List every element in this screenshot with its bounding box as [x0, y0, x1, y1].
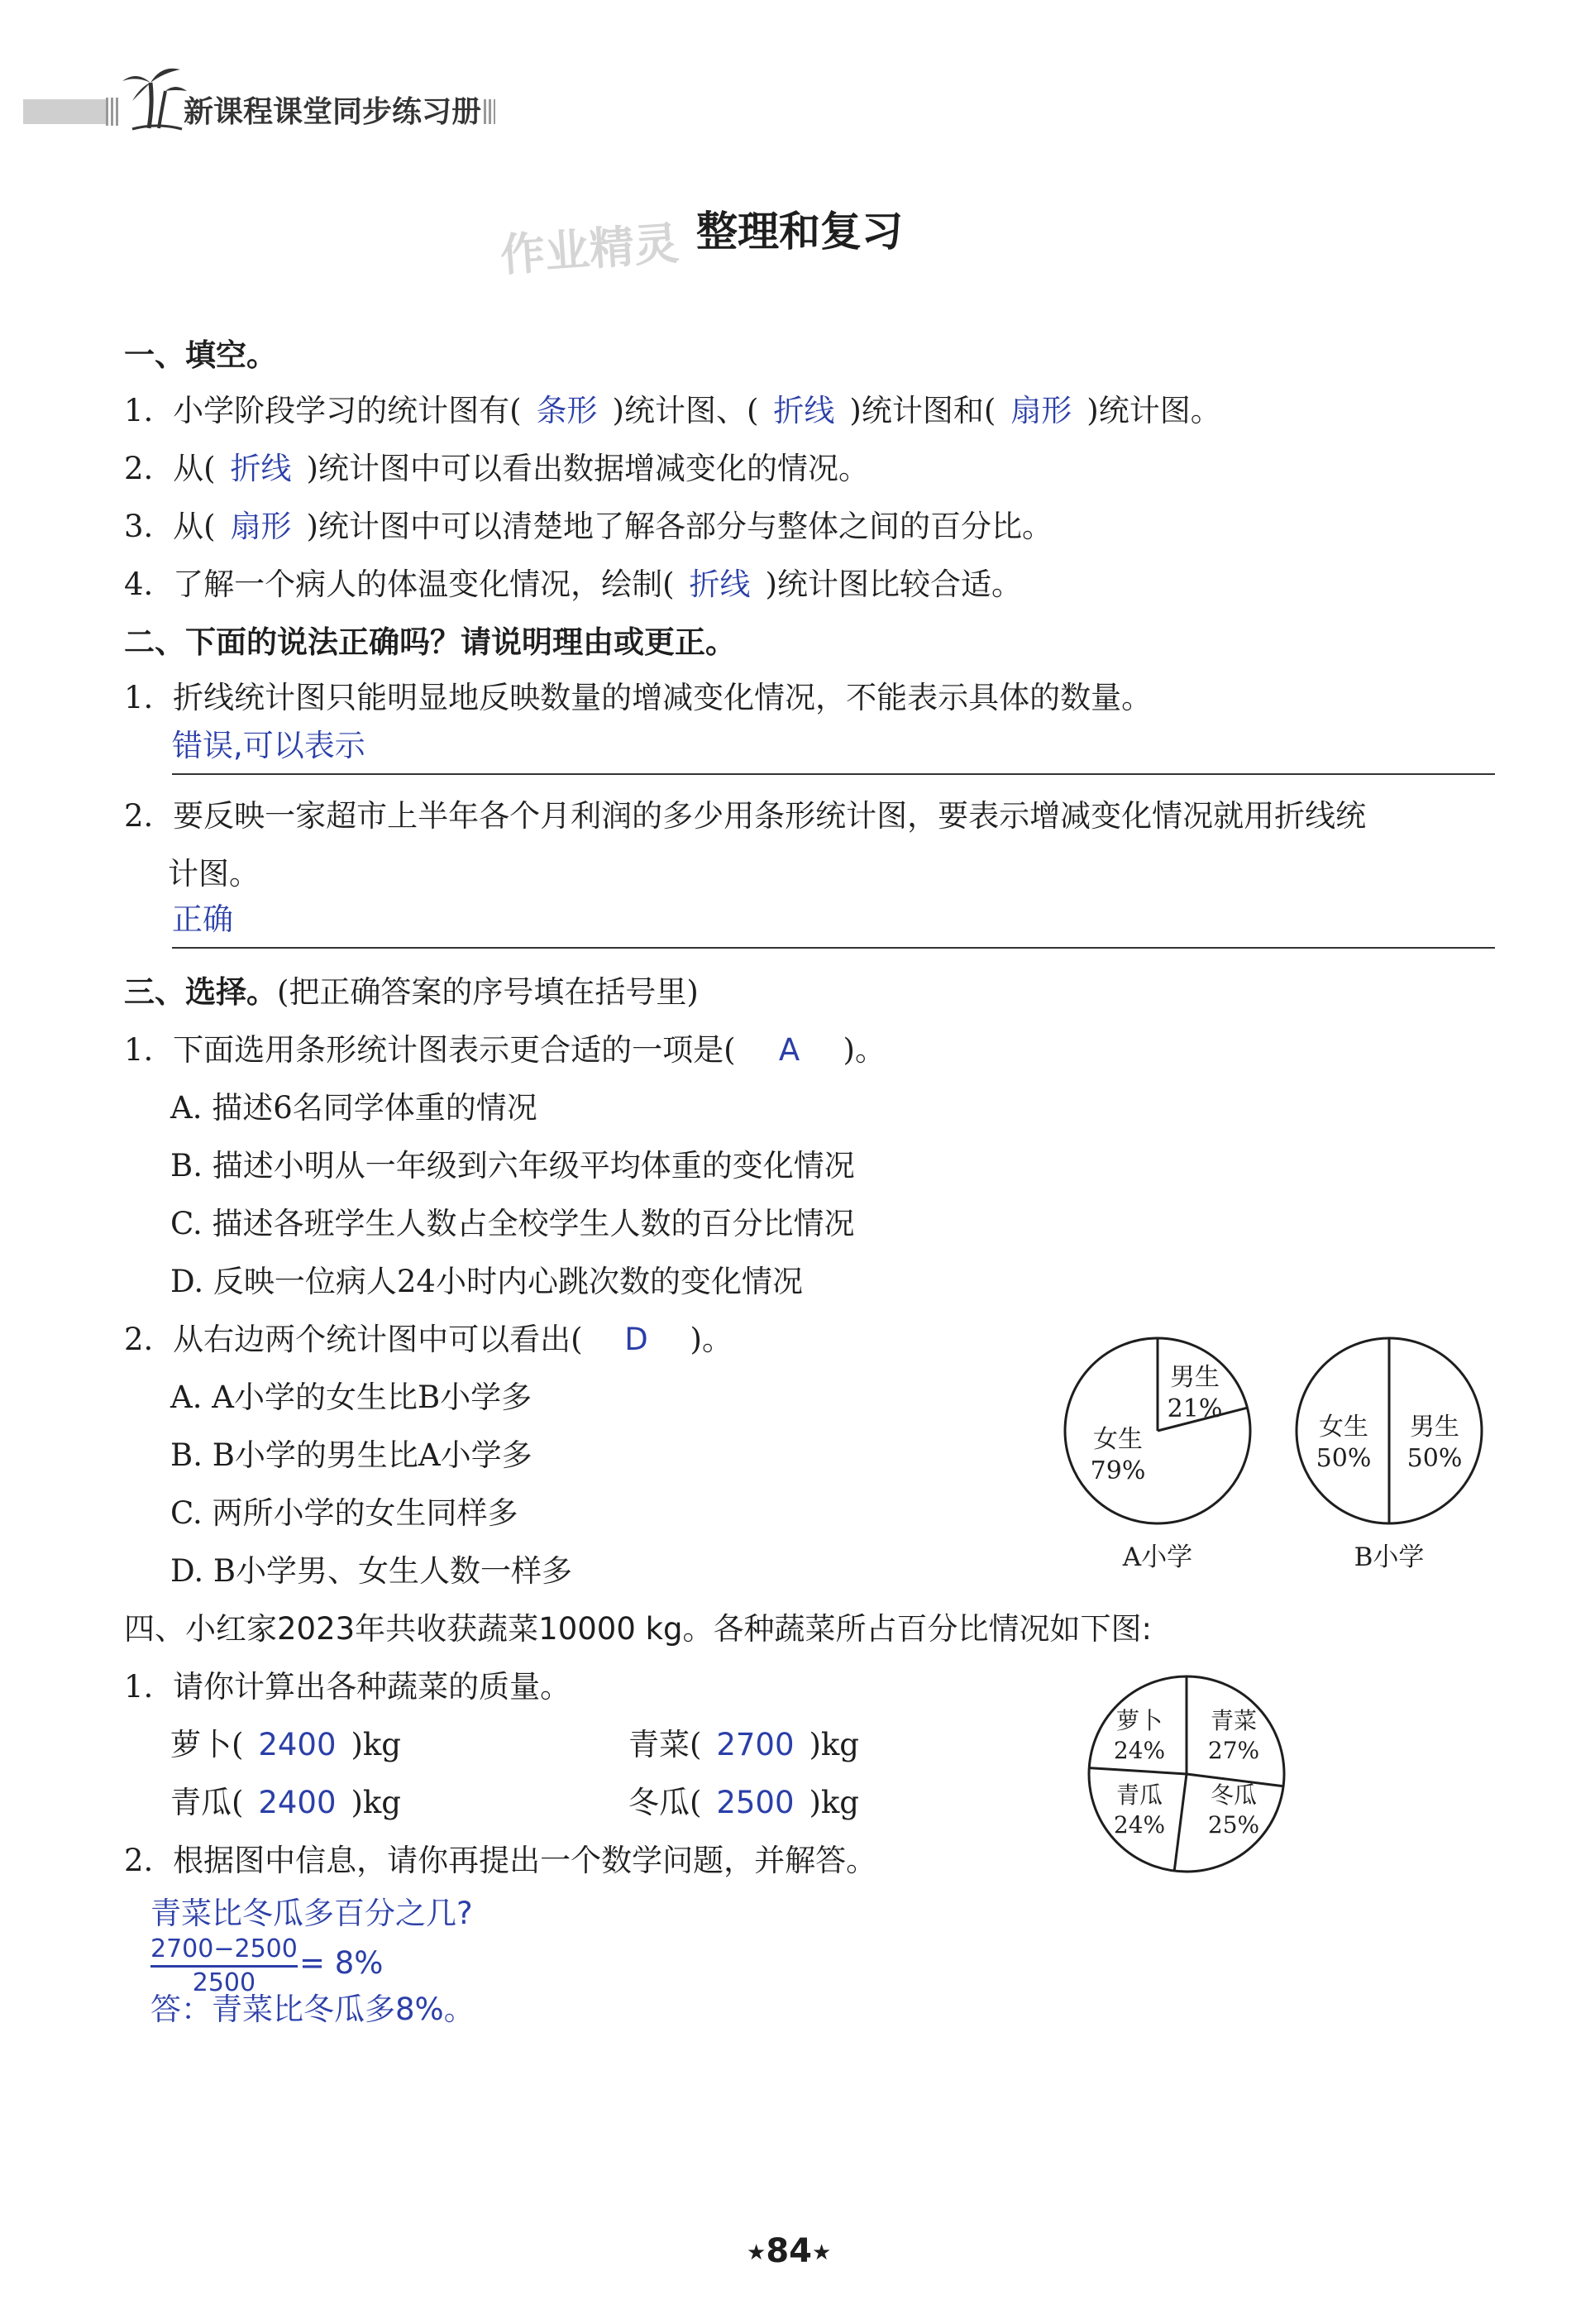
q-text: )。	[690, 1322, 733, 1357]
q-text: 根据图中信息，请你再提出一个数学问题，并解答。	[173, 1843, 877, 1878]
q-text: 下面选用条形统计图表示更合适的一项是(	[173, 1032, 736, 1068]
s3-q1-option[interactable]: D. 反映一位病人24小时内心跳次数的变化情况	[170, 1264, 803, 1299]
q-text: 要反映一家超市上半年各个月利润的多少用条形统计图，要表示增减变化情况就用折线统	[173, 798, 1367, 834]
pie-b-slices	[1297, 1338, 1482, 1523]
s1-q2	[124, 451, 869, 487]
veg-item-cucumber	[170, 1785, 401, 1821]
section-3-title	[124, 974, 699, 1011]
veg-unit: )kg	[809, 1785, 859, 1820]
q-text: 请你计算出各种蔬菜的质量。	[173, 1669, 571, 1705]
pie-slice-value: 21%	[1167, 1394, 1223, 1423]
header-bar	[23, 99, 106, 124]
s3-q2-option[interactable]: B. B小学的男生比A小学多	[170, 1437, 532, 1473]
s1-q3	[124, 509, 1053, 545]
q-text: 了解一个病人的体温变化情况，绘制(	[173, 567, 675, 602]
s3-q2	[124, 1322, 733, 1358]
veg-unit: )kg	[809, 1727, 859, 1762]
pie-slice-label: 女生	[1319, 1413, 1368, 1442]
answer-blank[interactable]: D	[624, 1322, 648, 1357]
fraction	[150, 1935, 298, 1997]
s2-q2-line2: 计图。	[168, 856, 260, 892]
q-text: )统计图中可以清楚地了解各部分与整体之间的百分比。	[306, 509, 1053, 544]
pie-slice-label: 冬瓜	[1210, 1781, 1258, 1809]
fraction-denominator: 2500	[192, 1968, 256, 1997]
answer-blank[interactable]: A	[778, 1032, 800, 1068]
watermark: 作业精灵	[499, 217, 681, 282]
pie-slice-label: 青菜	[1210, 1707, 1258, 1734]
s3-q1	[124, 1032, 886, 1069]
q-text: 折线统计图只能明显地反映数量的增减变化情况，不能表示具体的数量。	[173, 680, 1153, 715]
q-number: 2.	[124, 451, 154, 486]
page-number	[747, 2231, 831, 2273]
s3-q2-option[interactable]: D. B小学男、女生人数一样多	[170, 1553, 573, 1589]
pie-slice-label: 萝卜	[1115, 1707, 1163, 1734]
answer-line	[172, 773, 1495, 775]
s3-q1-option[interactable]: A. 描述6名同学体重的情况	[170, 1090, 537, 1126]
s2-q1-answer[interactable]: 错误,可以表示	[172, 728, 365, 763]
s2-q1	[124, 680, 1152, 716]
section-3-note: (把正确答案的序号填在括号里)	[277, 974, 699, 1010]
pie-slice-value: 24%	[1113, 1811, 1166, 1839]
q-number: 2.	[124, 798, 154, 834]
answer-blank[interactable]: 折线	[773, 393, 835, 428]
q-text: 从右边两个统计图中可以看出(	[173, 1322, 583, 1357]
fraction-bar	[150, 1965, 298, 1968]
s3-q2-option[interactable]: A. A小学的女生比B小学多	[170, 1380, 532, 1415]
pie-slice-value: 79%	[1090, 1456, 1146, 1485]
s2-q2-line1	[124, 798, 1366, 834]
section-2-title: 二、下面的说法正确吗？请说明理由或更正。	[124, 624, 736, 660]
star-icon: ★	[747, 2240, 767, 2265]
answer-blank[interactable]: 折线	[230, 451, 292, 486]
s2-q2-answer[interactable]: 正确	[172, 901, 233, 937]
s4-q2-question[interactable]: 青菜比冬瓜多百分之几?	[150, 1896, 473, 1931]
answer-blank[interactable]: 2700	[716, 1727, 795, 1762]
pie-slice-value: 50%	[1316, 1444, 1372, 1473]
pie-b-caption: B小学	[1354, 1542, 1425, 1572]
s4-q1	[124, 1669, 571, 1705]
veg-item-greens	[628, 1727, 859, 1763]
s1-q1	[124, 393, 1221, 429]
pie-chart-vegetables	[1083, 1671, 1290, 1877]
book-title: 新课程课堂同步练习册	[184, 95, 482, 129]
q-number: 1.	[124, 1032, 154, 1068]
pie-slice-label: 男生	[1170, 1363, 1220, 1392]
palm-tree-icon	[116, 58, 190, 132]
q-text: )统计图和(	[849, 393, 996, 428]
answer-line	[172, 947, 1495, 949]
q-text: 从(	[173, 509, 216, 544]
answer-blank[interactable]: 扇形	[1010, 393, 1072, 428]
page-title: 整理和复习	[696, 208, 903, 256]
q-text: 从(	[173, 451, 216, 486]
pie-slice-value: 50%	[1406, 1444, 1463, 1473]
s4-q2	[124, 1843, 876, 1879]
pie-slice-1	[1089, 1768, 1187, 1774]
fraction-numerator: 2700−2500	[150, 1934, 298, 1963]
pie-a-caption: A小学	[1122, 1542, 1193, 1572]
pie-slice-label: 青瓜	[1115, 1781, 1163, 1809]
q-number: 2.	[124, 1322, 154, 1357]
q-text: )统计图比较合适。	[765, 567, 1022, 602]
q-number: 1.	[124, 393, 154, 428]
q-text: )统计图、(	[612, 393, 759, 428]
veg-label: 青瓜(	[170, 1785, 244, 1820]
veg-unit: )kg	[351, 1785, 401, 1820]
pie-chart-a-school	[1058, 1336, 1257, 1584]
veg-unit: )kg	[351, 1727, 401, 1762]
answer-blank[interactable]: 2500	[716, 1785, 795, 1820]
veg-label: 青菜(	[628, 1727, 702, 1762]
answer-blank[interactable]: 折线	[689, 567, 751, 602]
veg-item-wintermelon	[628, 1785, 859, 1821]
section-3-heading: 三、选择。	[124, 974, 277, 1010]
section-4-title: 四、小红家2023年共收获蔬菜10000 kg。各种蔬菜所占百分比情况如下图:	[124, 1611, 1153, 1647]
q-text: )统计图。	[1086, 393, 1221, 428]
pie-slice-3	[1174, 1774, 1187, 1871]
veg-item-radish	[170, 1727, 401, 1763]
answer-blank[interactable]: 扇形	[230, 509, 292, 544]
s1-q4	[124, 567, 1022, 603]
q-number: 1.	[124, 1669, 154, 1705]
section-1-title: 一、填空。	[124, 337, 277, 373]
header-stripes-right	[484, 99, 495, 124]
page-number-text: 84	[766, 2232, 812, 2270]
s3-q1-option[interactable]: C. 描述各班学生人数占全校学生人数的百分比情况	[170, 1206, 855, 1241]
pie-slice-value: 27%	[1207, 1737, 1260, 1764]
q-number: 2.	[124, 1843, 154, 1878]
q-number: 1.	[124, 680, 154, 715]
veg-label: 冬瓜(	[628, 1785, 702, 1820]
pie-veg-slices	[1089, 1676, 1284, 1872]
veg-label: 萝卜(	[170, 1727, 244, 1762]
pie-chart-b-school	[1290, 1336, 1488, 1584]
q-number: 4.	[124, 567, 154, 602]
s3-q2-option[interactable]: C. 两所小学的女生同样多	[170, 1495, 518, 1531]
star-icon: ★	[811, 2240, 832, 2265]
q-text: )统计图中可以看出数据增减变化的情况。	[306, 451, 869, 486]
s4-q2-result[interactable]: = 8%	[299, 1945, 384, 1981]
pie-slice-value: 25%	[1207, 1811, 1260, 1839]
s3-q1-option[interactable]: B. 描述小明从一年级到六年级平均体重的变化情况	[170, 1148, 855, 1184]
q-text: 小学阶段学习的统计图有(	[173, 393, 522, 428]
pie-slice-value: 24%	[1113, 1737, 1166, 1764]
pie-slice-label: 男生	[1410, 1413, 1459, 1442]
q-number: 3.	[124, 509, 154, 544]
s4-q2-conclusion[interactable]: 答：青菜比冬瓜多8%。	[150, 1992, 475, 2027]
answer-blank[interactable]: 条形	[536, 393, 598, 428]
pie-slice-label: 女生	[1093, 1425, 1143, 1454]
pie-a-slices	[1065, 1338, 1250, 1523]
q-text: )。	[843, 1032, 886, 1068]
answer-blank[interactable]: 2400	[258, 1727, 337, 1762]
answer-blank[interactable]: 2400	[258, 1785, 337, 1820]
